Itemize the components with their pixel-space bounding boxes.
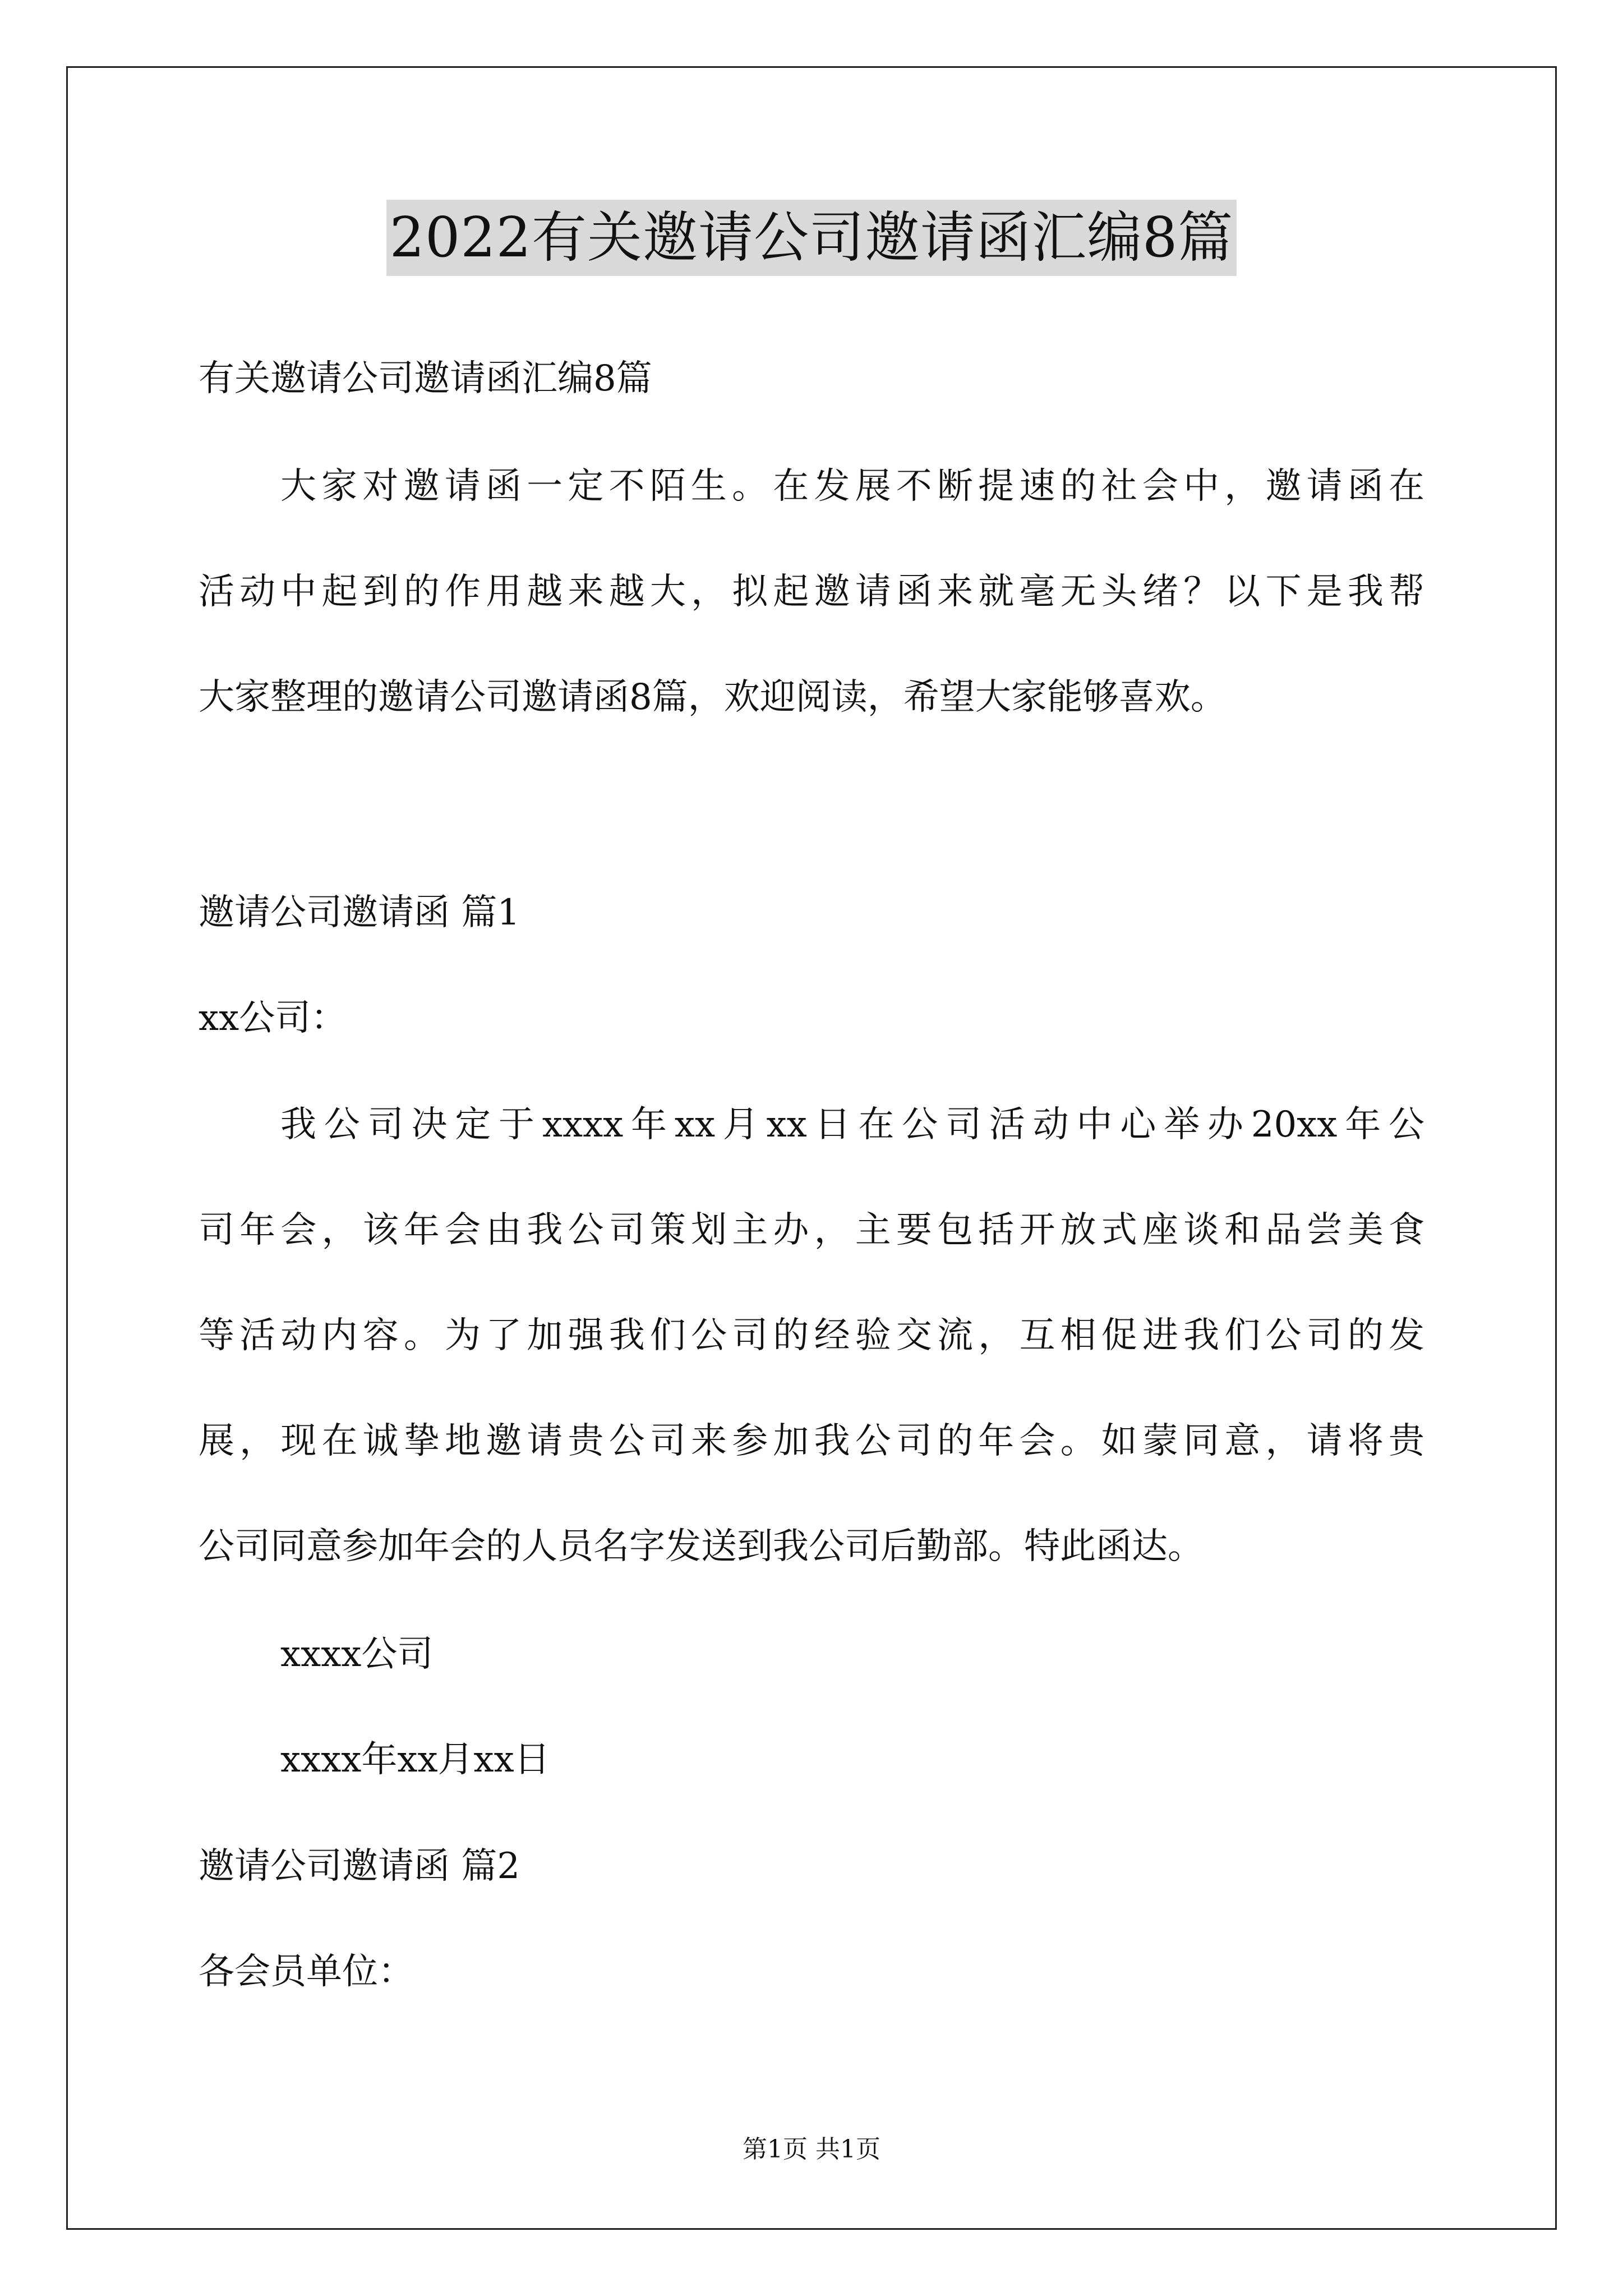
intro-line-3: 大家整理的邀请公司邀请函8篇，欢迎阅读，希望大家能够喜欢。 — [199, 677, 1227, 718]
intro-line-1: 大家对邀请函一定不陌生。在发展不断提速的社会中，邀请函在 — [280, 466, 1424, 507]
title-container — [0, 200, 1623, 276]
document-title: 2022有关邀请公司邀请函汇编8篇 — [386, 200, 1237, 276]
section-1-signature: xxxx公司 — [280, 1634, 434, 1675]
section-2-heading: 邀请公司邀请函 篇2 — [199, 1846, 520, 1887]
section-2-salutation: 各会员单位： — [199, 1951, 414, 1993]
section-1-body-line-3: 等活动内容。为了加强我们公司的经验交流，互相促进我们公司的发 — [199, 1315, 1424, 1356]
document-subtitle: 有关邀请公司邀请函汇编8篇 — [199, 358, 652, 399]
intro-line-2: 活动中起到的作用越来越大，拟起邀请函来就毫无头绪？以下是我帮 — [199, 571, 1424, 613]
section-1-date: xxxx年xx月xx日 — [280, 1739, 550, 1780]
section-1-body-line-1: 我公司决定于xxxx年xx月xx日在公司活动中心举办20xx年公 — [280, 1104, 1424, 1145]
page-footer: 第1页 共1页 — [743, 2135, 880, 2164]
section-1-salutation: xx公司： — [199, 997, 347, 1039]
section-1-body-line-2: 司年会，该年会由我公司策划主办，主要包括开放式座谈和品尝美食 — [199, 1209, 1424, 1251]
section-1-heading: 邀请公司邀请函 篇1 — [199, 892, 520, 933]
section-1-body-line-5: 公司同意参加年会的人员名字发送到我公司后勤部。特此函达。 — [199, 1526, 1204, 1567]
section-1-body-line-4: 展，现在诚挚地邀请贵公司来参加我公司的年会。如蒙同意，请将贵 — [199, 1420, 1424, 1462]
